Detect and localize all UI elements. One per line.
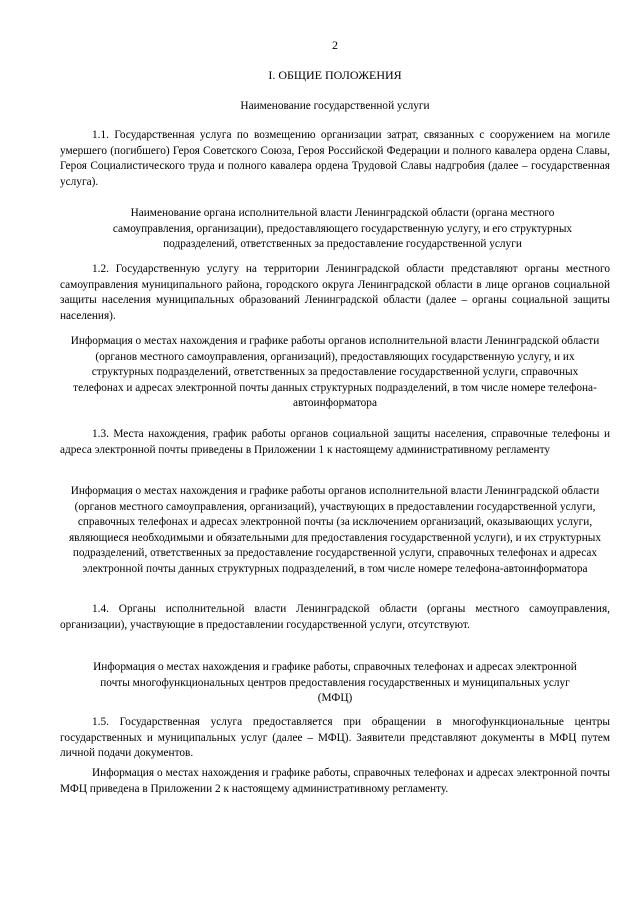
heading-info-participants: Информация о местах нахождения и графике работы органов исполнительной власти Ленинградской области (органов местного самоуправления, организаций), участвующих в предоставлении государственной услуги, справочных телефонах и адресах электронной почты (за исключением организаций, оказывающих услуги, являющиеся необходимыми и обязательными для предоставления государственной услуги), и их структурных подразделений, ответственных за предоставление государственной услуги, справочных телефонах и адресах электронной почты данных структурных подразделений, в том числе номере телефона-автоинформатора — [68, 485, 601, 575]
document-page — [60, 0, 610, 905]
paragraph-1-3: 1.3. Места нахождения, график работы органов социальной защиты населения, справочные телефоны и адреса электронной почты приведены в Приложении 1 к настоящему административному регламенту — [60, 428, 610, 456]
paragraph-mfc-info: Информация о местах нахождения и графике работы, справочных телефонах и адресах электронной почты МФЦ приведена в Приложении 2 к настоящему административному регламенту. — [60, 767, 610, 795]
paragraph-1-4: 1.4. Органы исполнительной власти Ленинградской области (органы местного самоуправления, организации), участвующие в предоставлении государственной услуги, отсутствуют. — [60, 603, 610, 631]
paragraph-1-2: 1.2. Государственную услугу на территории Ленинградской области представляют органы местного самоуправления муниципального района, городского округа Ленинградской области в лице органов социальной защиты населения муниципальных образований Ленинградской области (далее – органы социальной защиты населения). — [60, 263, 610, 322]
page-number: 2 — [332, 38, 338, 52]
heading-info-authorities: Информация о местах нахождения и графике работы органов исполнительной власти Ленинградской области (органов местного самоуправления, организаций), предоставляющих государственную услугу, и их структурных подразделений, ответственных за предоставление государственной услуги, справочных телефонах и адресах электронной почты данных структурных подразделений, в том числе номере телефона-автоинформатора — [70, 335, 600, 410]
heading-authority: Наименование органа исполнительной власти Ленинградской области (органа местного самоуправления, организации), предоставляющего государственную услугу, и его структурных подразделений, ответственных за предоставление государственной услуги — [112, 207, 573, 251]
section-title: I. ОБЩИЕ ПОЛОЖЕНИЯ — [268, 68, 402, 82]
paragraph-1-1: 1.1. Государственная услуга по возмещению организации затрат, связанных с сооружением на могиле умершего (погибшего) Героя Советского Союза, Героя Российской Федерации и полного кавалера ордена Славы, Героя Социалистического труда и полного кавалера ордена Трудовой Славы надгробия (далее – государственная услуга). — [60, 129, 610, 188]
paragraph-1-5: 1.5. Государственная услуга предоставляется при обращении в многофункциональные центры государственных и муниципальных услуг (далее – МФЦ). Заявители представляют документы в МФЦ путем личной подачи документов. — [60, 716, 610, 760]
heading-mfc: Информация о местах нахождения и графике работы, справочных телефонах и адресах электронной почты многофункциональных центров предоставления государственных и муниципальных услуг (МФЦ) — [93, 661, 577, 705]
heading-service-name: Наименование государственной услуги — [240, 100, 430, 112]
